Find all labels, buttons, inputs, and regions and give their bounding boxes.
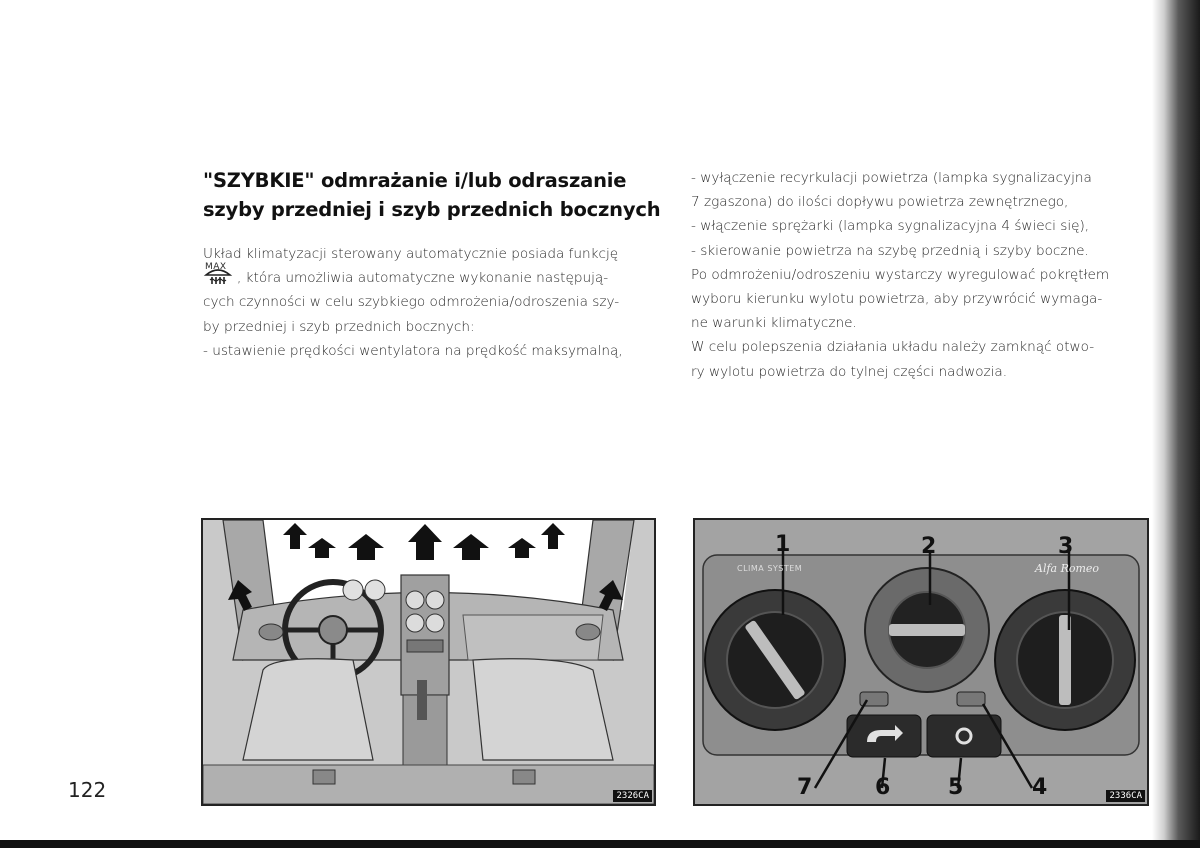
- callout-5: 5: [948, 775, 964, 800]
- heading-line-2: szyby przedniej i szyb przednich bocznych: [203, 198, 661, 221]
- right-line-2: 7 zgaszona) do ilości dopływu powietrza zewnętrznego,: [691, 194, 1069, 211]
- page-number: 122: [68, 778, 107, 802]
- left-line-3: cych czynności w celu szybkiego odmrożenia/odroszenia szy-: [203, 294, 620, 311]
- right-line-1: - wyłączenie recyrkulacji powietrza (lampka sygnalizacyjna: [691, 170, 1092, 186]
- right-line-5: Po odmrożeniu/odroszeniu wystarczy wyregulować pokrętłem: [691, 266, 1110, 283]
- callout-1: 1: [775, 532, 791, 557]
- left-line-1: Układ klimatyzacji sterowany automatycznie posiada funkcję: [203, 246, 619, 262]
- left-line-5: - ustawienie prędkości wentylatora na prędkość maksymalną,: [203, 342, 623, 359]
- climate-panel-figure: [693, 518, 1149, 806]
- figure-code-right: 2336CA: [1106, 790, 1145, 802]
- left-line-2: , która umożliwia automatyczne wykonanie następują-: [237, 270, 609, 287]
- callout-6: 6: [875, 775, 891, 800]
- right-line-6: wyboru kierunku wylotu powietrza, aby przywrócić wymaga-: [691, 291, 1103, 308]
- right-line-4: - skierowanie powietrza na szybę przednią i szyby boczne.: [691, 242, 1089, 259]
- right-line-8: W celu polepszenia działania układu należy zamknąć otwo-: [691, 339, 1095, 356]
- panel-label: CLIMA SYSTEM: [737, 564, 803, 573]
- right-line-7: ne warunki klimatyczne.: [691, 315, 857, 332]
- brand-logo: Alfa Romeo: [1035, 562, 1100, 575]
- heading-line-1: "SZYBKIE" odmrażanie i/lub odraszanie: [203, 169, 627, 192]
- interior-drawing: [203, 520, 654, 804]
- left-text-column: [203, 242, 655, 363]
- figure-code-left: 2326CA: [613, 790, 652, 802]
- max-defrost-icon: [203, 262, 237, 286]
- callout-4: 4: [1032, 775, 1048, 800]
- callout-3: 3: [1058, 534, 1074, 559]
- page-bottom-edge: [0, 840, 1200, 848]
- callout-7: 7: [797, 775, 813, 800]
- left-line-2-container: [203, 262, 655, 290]
- section-heading: [203, 166, 663, 224]
- book-binding-edge: [1152, 0, 1200, 848]
- max-icon-label: MAX: [205, 262, 227, 273]
- right-text-column: [691, 166, 1151, 384]
- right-line-3: - włączenie sprężarki (lampka sygnalizacyjna 4 świeci się),: [691, 218, 1090, 235]
- interior-airflow-figure: [201, 518, 656, 806]
- left-line-4: by przedniej i szyb przednich bocznych:: [203, 318, 475, 335]
- right-line-9: ry wylotu powietrza do tylnej części nadwozia.: [691, 363, 1008, 380]
- callout-2: 2: [921, 534, 937, 559]
